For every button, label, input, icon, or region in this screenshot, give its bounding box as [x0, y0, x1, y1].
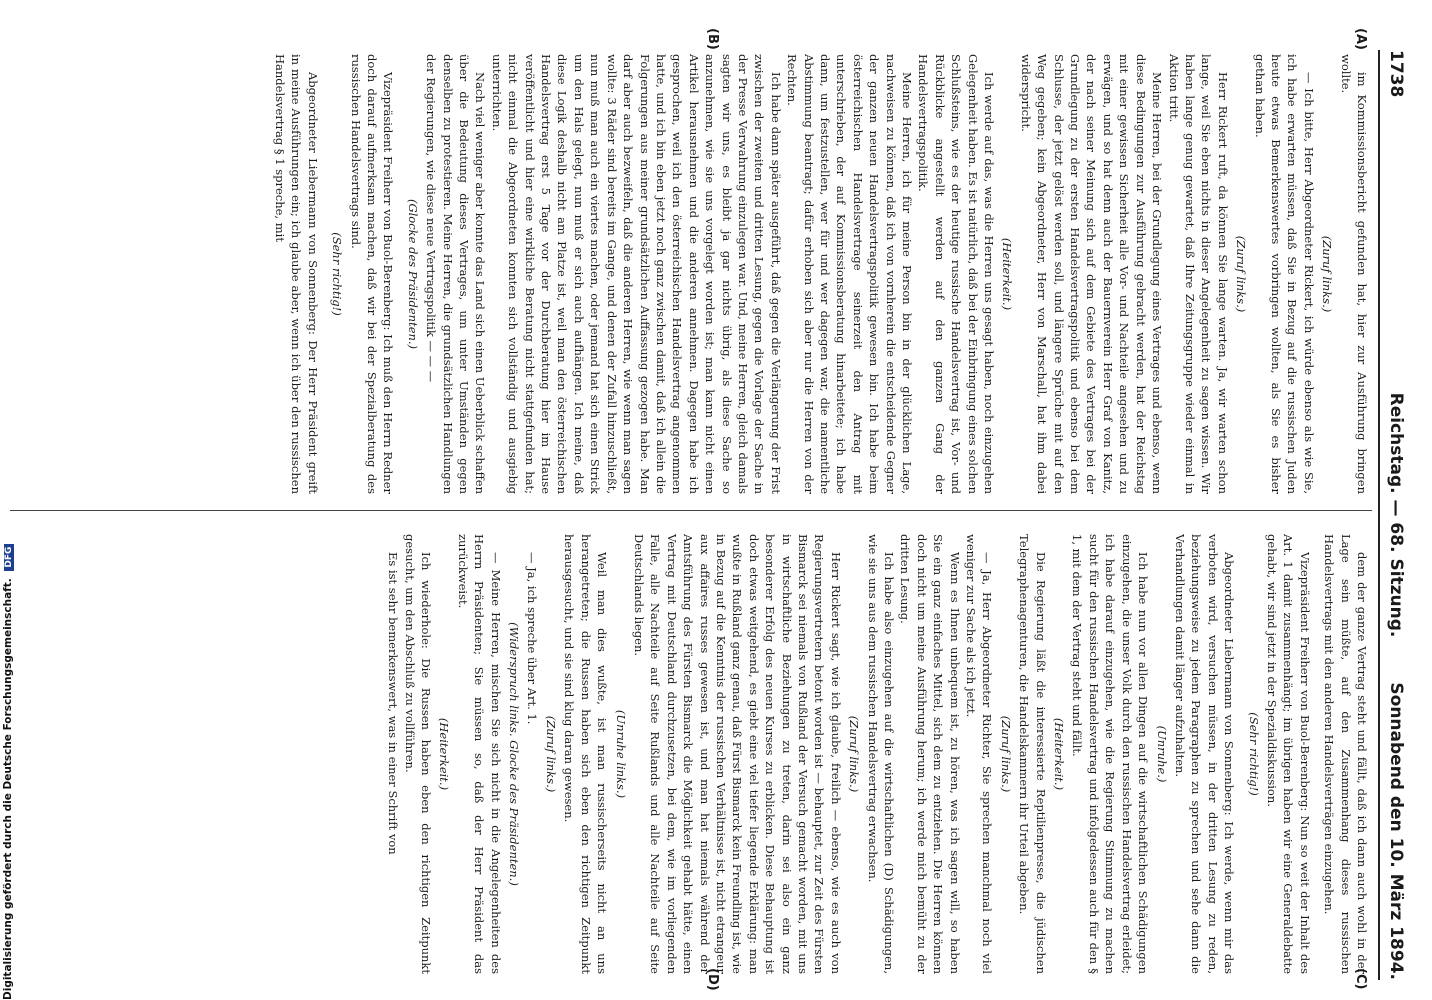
stage-direction: (Zuruf links.)	[1320, 235, 1335, 313]
speaker-paragraph: Vizepräsident Freiherr von Buol-Berenberg: Ich muß den Herrn Redner doch darauf aufmerksam machen, daß wir bei der Spezialberatung des russischen Handelsvertrags sind.	[348, 54, 396, 494]
dfg-logo: DFG	[4, 544, 14, 571]
speaker-paragraph: Abgeordneter Liebermann von Sonnenberg: Ich werde, wenn mir das verboten wird, versuchen müssen, in der dritten Lesung zu reden, beziehungsweise zu jedem Paragraphen zu sprechen und sehe dann die Verhandlungen damit länger aufzuhalten.	[1172, 534, 1237, 974]
stage-direction: (Zuruf links.)	[1234, 235, 1249, 313]
stage-direction: (Widerspruch links. Glocke des Präsidenten.)	[507, 622, 522, 886]
margin-letter-b: (B)	[705, 28, 720, 50]
paragraph: im Kommissionsbericht gefunden hat, hier zur Ausführung bringen wollte.	[1338, 54, 1369, 494]
right-column	[10, 534, 1370, 974]
stage-direction: (Zuruf links.)	[543, 715, 558, 793]
credit-text: Digitalisierung gefördert durch die Deutsche Forschungsgemeinschaft.	[2, 578, 14, 1000]
stage-direction: (Zuruf links.)	[847, 715, 862, 793]
paragraph: — Meine Herren, mischen Sie sich nicht in die Angelegenheiten des Herrn Präsidenten; Sie müssen so, daß der Herr Präsident das zurückweist.	[455, 534, 503, 974]
paragraph: Ich habe dann später ausgeführt, daß gegen die Verlängerung der Frist zwischen der zweiten und dritten Lesung, gegen die Vorlage der Sache in der Presse Verwahrung einzulegen war. Und, meine Herren, gleich damals sagten wir uns, es bleibt ja gar nichts übrig, als diese Sache so anzunehmen, wie sie uns vorgelegt worden ist; man kann nicht einen Artikel herausnehmen und die anderen annehmen. Dagegen habe ich gesprochen, weil ich den österreichischen Handelsvertrag angenommen hatte, und ich bin eben jetzt noch ganz zwischen damit, daß ich allein die Folgerungen aus meiner grundsätzlichen Auffassung gezogen habe. Man darf aber auch bezweifeln, daß die anderen Herren, wie wenn man sagen wollte: 3 Räder sind bereits im Gange, und denen der Zufall hinzuschließt, nun muß man auch ein viertes machen, oder jemand hat sich einen Strick um den Hals gelegt, nun muß er sich auch aufhängen. Ich meine, daß diese Logik deshalb nicht am Platze ist, weil man den österreichischen Handelsvertrag erst 5 Tage vor der Durchberatung hier im Hause veröffentlicht und hier eine wirkliche Beratung nicht stattgefunden hat; nicht einmal die Abgeordneten konnten sich vollständig und ausgiebig unterrichten.	[489, 54, 783, 494]
margin-letter-d: (D)	[705, 968, 720, 991]
paragraph: Wenn es Ihnen unbequem ist, zu hören, was ich sagen will, so haben Sie ein ganz einfaches Mittel, sich dem zu entziehen. Die Herren können doch nicht um meine Ausführung herum; ich werde mich bemüht zu der dritten Lesung.	[898, 534, 962, 974]
speaker-paragraph: Vizepräsident Freiherr von Buol-Berenberg: Nun so weit der Inhalt des Art. 1 damit zusammenhängt; im übrigen haben wir eine Generaldebatte gehabt, wir sind jetzt in der Spezialdiskussion.	[1264, 534, 1312, 974]
speaker-paragraph: Abgeordneter Liebermann von Sonnenberg: Der Herr Präsident greift in meine Ausführungen ein; ich glaube aber, wenn ich über den russischen Handelsvertrag § 1 spreche, mit	[273, 54, 320, 494]
stage-direction: (Heiterkeit.)	[1052, 717, 1067, 791]
digitization-credit	[2, 5, 14, 1000]
paragraph: dem der ganze Vertrag steht und fällt, daß ich dann auch wohl in der Lage sein müßte, auf den Zusammenhang dieses russischen Handelsvertrags mit den anderen Handelsverträgen einzugehen.	[1322, 534, 1369, 974]
paragraph: Meine Herren, bei der Grundlegung eines Vertrages und ebenso, wenn diese Bedingungen zur Ausführung gebracht werden, hat der Reichstag mit einer gewissen Sicherheit alle Vor- und Nachteile angesehen und zu erwägen, und so hat denn auch der Bauernverein Herr Graf von Kanitz, der nach seiner Meinung sich auf dem Gebiete des Vertrages bei der Grundlegung zu der ersten Handelsvertragspolitik und ebenso bei dem Schlusse, der jetzt gelöst werden soll, und längere Sprüche mit auf den Weg gegeben; kein Abgeordneter, Herr von Marschall, hat ihm dabei widerspricht.	[1018, 54, 1165, 494]
paragraph: Ich wiederhole: Die Russen haben eben den richtigen Zeitpunkt gesucht, um den Abschluß zu vollführen.	[402, 534, 434, 974]
stage-direction: (Unruhe.)	[1154, 725, 1169, 783]
margin-letter-c: (C)	[1353, 968, 1368, 990]
column-divider	[10, 510, 1372, 511]
stage-direction: (Heiterkeit.)	[437, 717, 452, 791]
paragraph: — Ich bitte, Herr Abgeordneter Rickert, ich würde ebenso als wie Sie, ich habe erwarten müssen, daß Sie in Bezug auf die russischen Juden heute etwas Bemerkenswertes vorbringen wollten, als Sie es bisher gethan haben.	[1252, 54, 1316, 494]
paragraph: — Ja, ich spreche über Art. 1.	[525, 552, 540, 725]
paragraph: Ich habe also einzugehen auf die wirtschaftlichen (D) Schädigungen, wie sie uns aus dem russischen Handelsvertrag erwachsen.	[865, 534, 897, 974]
margin-letter-a: (A)	[1353, 28, 1368, 50]
paragraph: Nach viel weniger aber konnte das Land sich einen Ueberblick schaffen über die Bedeutung dieses Vertrages, um unter Umständen gegen denselben zu protestieren. Meine Herren, die grundsätzlichen Handlungen der Regierungen, wie diese neue Vertragspolitik — — —	[424, 54, 488, 494]
stage-direction: (Sehr richtig!)	[330, 232, 345, 316]
stage-direction: (Heiterkeit.)	[1000, 237, 1015, 311]
paragraph: Ich habe nun vor allen Dingen auf die wirtschaftlichen Schädigungen einzugehen, die unser Volk durch den russischen Handelsvertrag erleidet; ich habe darauf einzugehen, wie die Regierung Stimmung zu machen sucht für den russischen Handelsvertrag und infolgedessen auch für den § 1, mit dem der Vertrag steht und fällt.	[1070, 534, 1151, 974]
paragraph: Die Regierung läßt die interessierte Reptilienpresse, die jüdischen Telegraphenagenturen, die Handelskammern ihr Urteil abgeben.	[1017, 534, 1048, 974]
left-column	[10, 54, 1370, 494]
session-title: Reichstag. — 68. Sitzung.	[1386, 392, 1406, 638]
paragraph: — Ja, Herr Abgeordneter Richter, Sie sprechen manchmal noch viel weniger zur Sache als ich jetzt.	[964, 534, 995, 974]
paragraph: Weil man dies wußte, ist man russischerseits nicht an uns herangetreten; die Russen haben sich eben den richtigen Zeitpunkt herausgesucht, und sie sind klug daran gewesen.	[562, 534, 610, 974]
rotated-page	[10, 28, 1410, 991]
header-rule	[1378, 50, 1380, 980]
stage-direction: (Zuruf links.)	[998, 715, 1013, 793]
paragraph: Herr Rickert sagt, wie ich glaube, freilich — ebenso, wie es auch von Regierungsvertretern betont worden ist — behauptet, zur Zeit des Fürsten Bismarck sei niemals von Rußland der Versuch gemacht worden, mit uns in wirtschaftliche Beziehungen zu treten, darin sei also ein ganz besonderer Erfolg des neuen Kurses zu erblicken. Diese Behauptung ist doch etwas weitgehend, es giebt eine viel tiefer liegende Erklärung: man wußte in Rußland ganz genau, daß Fürst Bismarck kein Freundling ist, wie in Bezug auf die Kenntnis der russischen Verhältnisse ist, nicht etrangeur aux affaires russes gewesen ist, und man hat niemals während der Amtsführung des Fürsten Bismarck die Möglichkeit gehabt hätte, einen Vertrag mit Deutschland durchzusetzen, bei dem, wie im vorliegenden Falle, alle Nachteile auf Seite Rußlands und alle Nachteile auf Seite Deutschlands liegen.	[631, 534, 843, 974]
paragraph: Ich werde auf das, was die Herren uns gesagt haben, noch einzugehen Gelegenheit haben. Es ist natürlich, daß bei der Einbringung eines solchen Schlußsteins, wie es der heutige russische Handelsvertrag ist, Vor- und Rückblicke angestellt werden auf den ganzen Gang der Handelsvertragspolitik.	[916, 54, 997, 494]
paragraph: Herr Rickert ruft, da können Sie lange warten. Ja, wir warten schon lange, weil Sie eben nichts in dieser Angelegenheit zu sagen wissen. Wir haben lange genug gewartet, daß Ihre Zeitungsgruppe wieder einmal in Aktion tritt.	[1166, 54, 1230, 494]
paragraph: Es ist sehr bemerkenswert, was in einer Schrift von	[386, 552, 401, 855]
stage-direction: (Sehr richtig!)	[1246, 712, 1261, 796]
stage-direction: (Glocke des Präsidenten.)	[405, 198, 420, 350]
stage-direction: (Unruhe links.)	[613, 709, 628, 799]
paragraph: Meine Herren, ich für meine Person bin in der glücklichen Lage, nachweisen zu können, daß ich von vornherein die entscheidende Gegner der ganzen neuen Handelsvertragspolitik gewesen bin. Ich habe beim österreichischen Handelsvertrage seinerzeit den Antrag mit unterschrieben, der auf Kommissionsberatung hinarbeitete; ich habe dann, um festzustellen, wer für und wer dagegen war, die namentliche Abstimmung beantragt; dafür erhoben sich aber nur die Herren von der Rechten.	[785, 54, 915, 494]
page-header	[1376, 50, 1410, 980]
page-number: 1738	[1386, 50, 1406, 98]
session-date: Sonnabend den 10. März 1894.	[1386, 682, 1406, 980]
